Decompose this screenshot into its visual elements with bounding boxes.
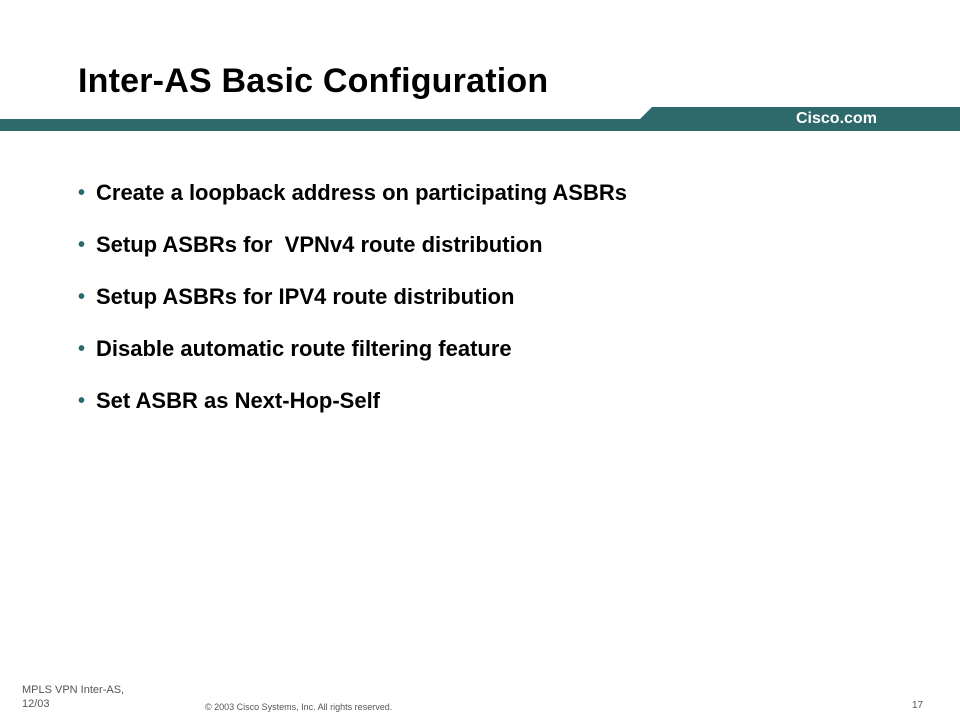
slide-title: Inter-AS Basic Configuration xyxy=(78,62,549,100)
footer-copyright: © 2003 Cisco Systems, Inc. All rights reserved. xyxy=(205,702,393,712)
bullet-item xyxy=(78,332,627,384)
footer-course-label xyxy=(22,683,124,711)
bullet-icon: • xyxy=(78,234,86,256)
bullet-list xyxy=(78,176,627,436)
bullet-item xyxy=(78,280,627,332)
bullet-text: Create a loopback address on participating ASBRs xyxy=(96,180,627,205)
bullet-icon: • xyxy=(78,338,86,360)
brand-logo-text[interactable]: Cisco.com xyxy=(796,110,877,127)
bullet-item xyxy=(78,384,627,436)
bullet-item xyxy=(78,176,627,228)
footer-course-date: 12/03 xyxy=(22,698,50,710)
bullet-icon: • xyxy=(78,390,86,412)
bullet-text: Setup ASBRs for VPNv4 route distribution xyxy=(96,232,543,257)
bullet-icon: • xyxy=(78,182,86,204)
bullet-item xyxy=(78,228,627,280)
bullet-text: Setup ASBRs for IPV4 route distribution xyxy=(96,284,515,309)
bullet-text: Disable automatic route filtering feature xyxy=(96,336,512,361)
page-number: 17 xyxy=(912,700,924,711)
bullet-icon: • xyxy=(78,286,86,308)
bullet-text: Set ASBR as Next-Hop-Self xyxy=(96,388,381,413)
footer-course-title: MPLS VPN Inter-AS, xyxy=(22,684,125,696)
